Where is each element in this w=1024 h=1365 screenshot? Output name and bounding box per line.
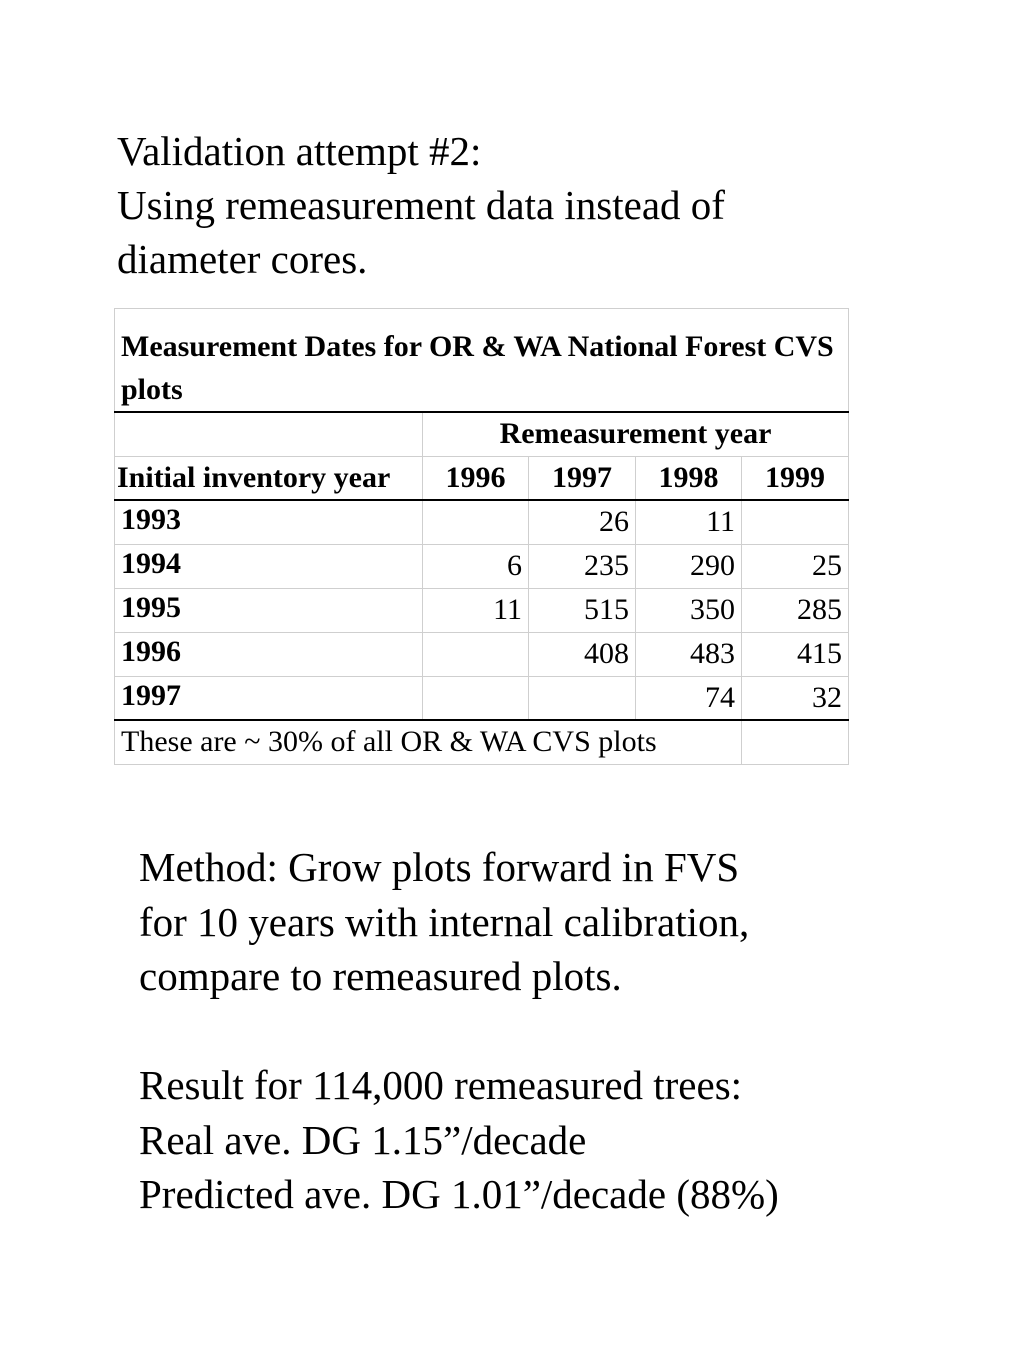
row-year: 1994 <box>115 544 423 588</box>
table-cell: 350 <box>636 588 742 632</box>
table-cell <box>423 500 529 544</box>
table-cell: 26 <box>529 500 636 544</box>
table-cell: 32 <box>742 676 849 720</box>
table-empty-cell <box>742 720 849 764</box>
table-cell <box>423 676 529 720</box>
table-caption: Measurement Dates for OR & WA National Forest CVS plots <box>115 309 849 413</box>
method-line-3: compare to remeasured plots. <box>139 953 622 999</box>
row-year: 1997 <box>115 676 423 720</box>
column-header: 1997 <box>529 456 636 500</box>
column-header: 1998 <box>636 456 742 500</box>
table-row <box>115 500 849 544</box>
table-cell: 408 <box>529 632 636 676</box>
table-cell: 290 <box>636 544 742 588</box>
table-cell: 515 <box>529 588 636 632</box>
result-line-3: Predicted ave. DG 1.01”/decade (88%) <box>139 1171 779 1217</box>
table-row <box>115 676 849 720</box>
measurement-dates-table <box>114 308 849 765</box>
table-row <box>115 588 849 632</box>
table-cell: 11 <box>423 588 529 632</box>
heading-line-1: Validation attempt #2: <box>117 128 482 174</box>
row-year: 1993 <box>115 500 423 544</box>
table-cell: 11 <box>636 500 742 544</box>
result-line-2: Real ave. DG 1.15”/decade <box>139 1116 587 1163</box>
heading-line-2: Using remeasurement data instead of <box>117 182 725 228</box>
initial-inventory-year-header: Initial inventory year <box>115 456 423 500</box>
table-cell: 25 <box>742 544 849 588</box>
remeasurement-year-header: Remeasurement year <box>423 412 849 456</box>
table-cell: 74 <box>636 676 742 720</box>
table-cell: 235 <box>529 544 636 588</box>
table-cell <box>529 676 636 720</box>
table-row <box>115 544 849 588</box>
row-year: 1996 <box>115 632 423 676</box>
table-corner-cell <box>115 412 423 456</box>
heading-line-3: diameter cores. <box>117 236 368 282</box>
table-cell: 285 <box>742 588 849 632</box>
column-header: 1996 <box>423 456 529 500</box>
slide-heading <box>117 124 917 286</box>
result-line-1: Result for 114,000 remeasured trees: <box>139 1062 743 1108</box>
method-line-2: for 10 years with internal calibration, <box>139 898 750 945</box>
table-cell <box>423 632 529 676</box>
table-footnote: These are ~ 30% of all OR & WA CVS plots <box>115 720 742 764</box>
paragraph-gap <box>139 1004 999 1059</box>
table-cell: 415 <box>742 632 849 676</box>
column-header: 1999 <box>742 456 849 500</box>
table-cell: 483 <box>636 632 742 676</box>
method-line-1: Method: Grow plots forward in FVS <box>139 844 740 890</box>
method-and-result <box>139 840 999 1222</box>
row-year: 1995 <box>115 588 423 632</box>
table-cell: 6 <box>423 544 529 588</box>
table-cell <box>742 500 849 544</box>
table-row <box>115 632 849 676</box>
